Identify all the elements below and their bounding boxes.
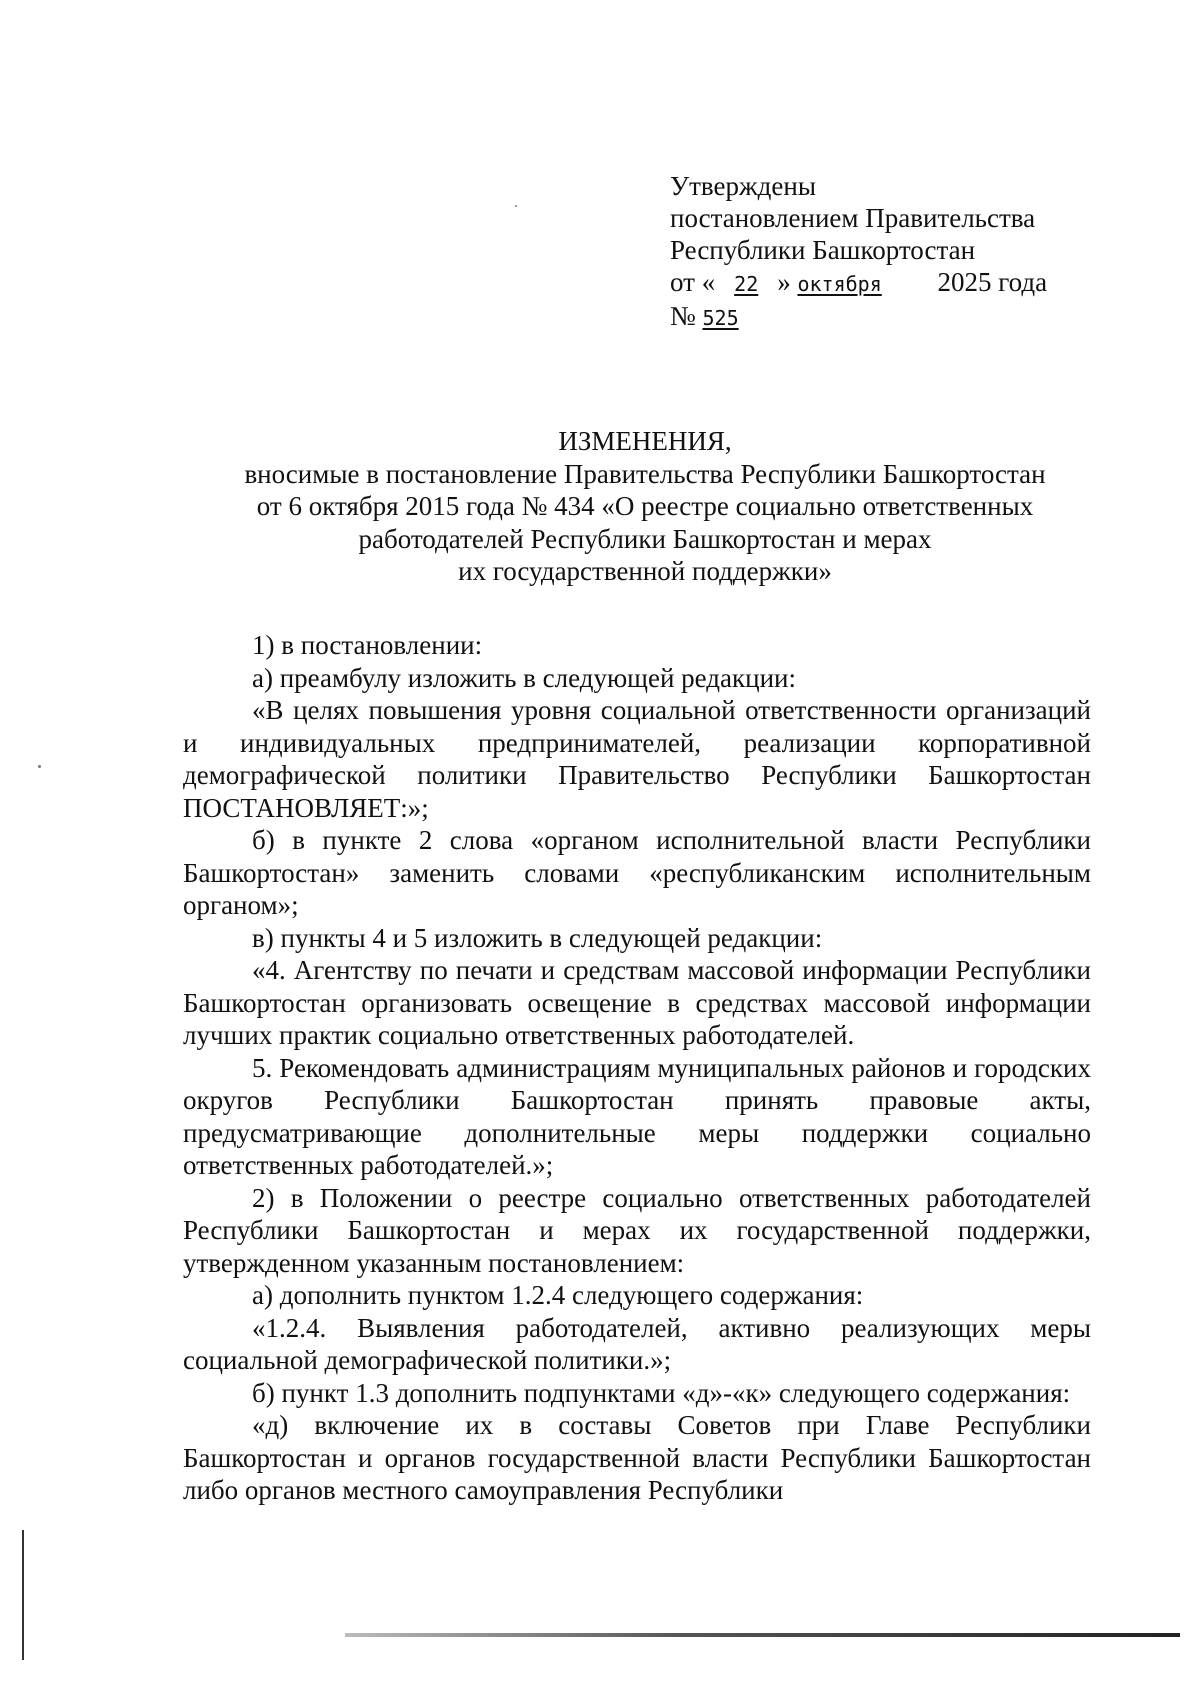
paragraph: «4. Агентству по печати и средствам массовой информации Республики Башкортостан организовать освещение в средствах массовой информации лучших практик социально ответственных работодателей.: [183, 955, 1091, 1050]
paragraph: 5. Рекомендовать администрациям муниципальных районов и городских округов Республики Башкортостан принять правовые акты, предусматривающие дополнительные меры поддержки социально ответственных работодателей.»;: [183, 1052, 1091, 1180]
approval-quote-close: »: [777, 267, 791, 297]
scan-speck: [38, 765, 41, 768]
approval-number-prefix: №: [670, 301, 696, 331]
scan-bottom-rule: [345, 1633, 1180, 1637]
scan-edge-mark: [22, 1530, 24, 1660]
approval-block: [670, 170, 1047, 334]
approval-number: 525: [702, 306, 739, 330]
heading-title: ИЗМЕНЕНИЯ,: [558, 426, 732, 456]
scan-speck: [515, 205, 517, 207]
paragraph: в) пункты 4 и 5 изложить в следующей редакции:: [252, 922, 823, 953]
paragraph: а) дополнить пунктом 1.2.4 следующего содержания:: [252, 1280, 864, 1310]
approval-line-3: Республики Башкортостан: [670, 235, 976, 265]
heading-line-2: от 6 октября 2015 года № 434 «О реестре социально ответственных: [256, 491, 1034, 521]
heading-line-1: вносимые в постановление Правительства Республики Башкортостан: [244, 458, 1046, 489]
paragraph: «д) включение их в составы Советов при Главе Республики Башкортостан и органов государственной власти Республики Башкортостан либо органов местного самоуправления Республики: [183, 1410, 1091, 1505]
approval-date-line: [670, 266, 1047, 300]
paragraph: «1.2.4. Выявления работодателей, активно реализующих меры социальной демографической политики.»;: [183, 1312, 1091, 1375]
document-body: [183, 629, 1091, 1507]
approval-from-prefix: от «: [670, 267, 716, 297]
approval-day: 22: [734, 272, 759, 296]
paragraph: «В целях повышения уровня социальной ответственности организаций и индивидуальных предпринимателей, реализации корпоративной демографической политики Правительство Республики Башкортостан ПОСТАНОВЛЯЕТ:»;: [183, 695, 1091, 823]
paragraph: 2) в Положении о реестре социально ответственных работодателей Республики Башкортостан и мерах их государственной поддержки, утвержденном указанным постановлением:: [183, 1182, 1091, 1278]
approval-line-1: Утверждены: [670, 171, 816, 201]
heading-line-3: работодателей Республики Башкортостан и мерах: [358, 523, 932, 554]
document-heading: [150, 425, 1140, 588]
paragraph: а) преамбулу изложить в следующей редакции:: [252, 662, 796, 693]
paragraph: 1) в постановлении:: [252, 630, 483, 660]
heading-line-4: их государственной поддержки»: [458, 556, 832, 586]
approval-year: 2025 года: [937, 267, 1048, 297]
approval-month: октября: [797, 272, 882, 296]
approval-line-2: постановлением Правительства: [670, 203, 1036, 233]
paragraph: б) в пункте 2 слова «органом исполнительной власти Республики Башкортостан» заменить словами «республиканским исполнительным органом»;: [183, 825, 1091, 920]
approval-number-line: [670, 300, 1047, 334]
paragraph: б) пункт 1.3 дополнить подпунктами «д»-«к» следующего содержания:: [252, 1377, 1071, 1408]
